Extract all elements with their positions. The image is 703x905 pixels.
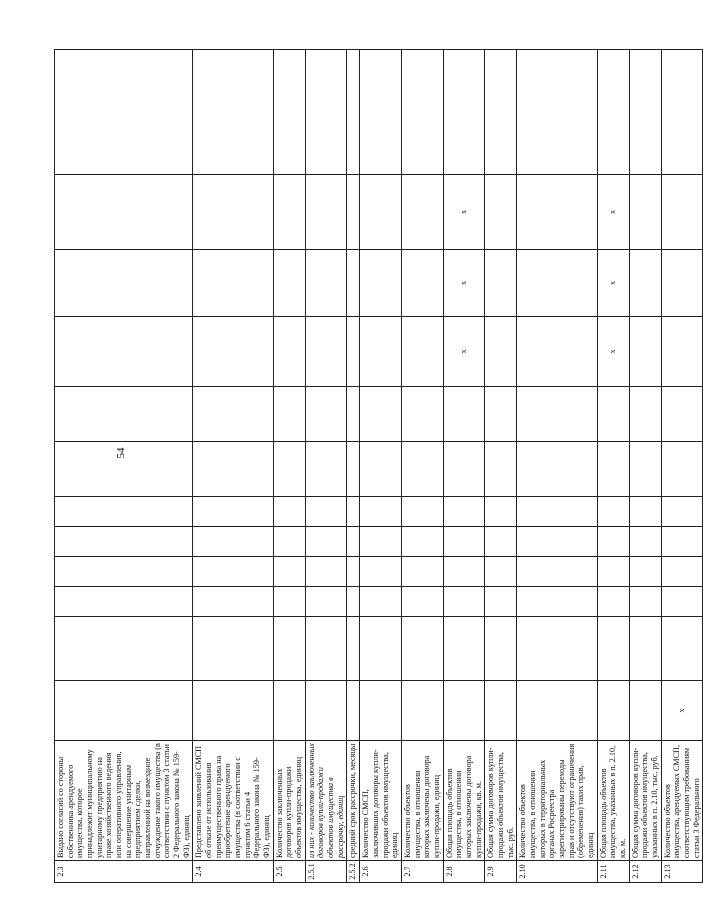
data-cell xyxy=(305,681,347,741)
data-cell xyxy=(443,617,485,681)
row-label: Общая сумма договоров купли-продажи объектов имущества, тыс. руб. xyxy=(485,741,517,861)
row-label: Общая сумма договоров купли-продажи объектов имущества, указанных в п. 2.10, тыс. руб. xyxy=(629,741,661,861)
data-cell xyxy=(360,387,402,442)
table-row xyxy=(193,50,273,883)
data-cell xyxy=(55,617,193,681)
data-cell xyxy=(443,681,485,741)
data-cell xyxy=(347,587,360,617)
data-cell xyxy=(597,681,629,741)
data-cell xyxy=(360,527,402,557)
table-row xyxy=(347,50,360,883)
row-number: 2.9 xyxy=(485,861,517,883)
table-row xyxy=(485,50,517,883)
data-cell xyxy=(443,387,485,442)
data-cell xyxy=(629,557,661,587)
data-cell xyxy=(55,557,193,587)
data-cell xyxy=(347,497,360,527)
data-cell xyxy=(401,527,443,557)
row-number: 2.5.2 xyxy=(347,861,360,883)
table-row xyxy=(55,50,193,883)
data-cell xyxy=(443,527,485,557)
data-cell xyxy=(517,587,597,617)
data-cell xyxy=(273,442,305,497)
row-number: 2.7 xyxy=(401,861,443,883)
data-cell xyxy=(629,175,661,250)
data-cell xyxy=(517,317,597,387)
data-cell xyxy=(360,50,402,175)
data-cell xyxy=(629,387,661,442)
data-cell xyxy=(193,387,273,442)
data-cell xyxy=(305,442,347,497)
data-cell xyxy=(193,442,273,497)
row-label: Общая площадь объектов имущества, указанных в п. 2.10, кв. м. xyxy=(597,741,629,861)
page-number: 54 xyxy=(115,447,127,459)
row-label: Выдано согласий со стороны собственника арендуемого имущества, которое принадлежит муниципальному унитарному предприятию на праве хозяйственного ведения или оперативного управления, на совершение унитарным предприятием сделки, направленной на возмездное отчуждение такого имущества (в соответствии с пунктом 3 статьи 2 Федерального закона № 159-ФЗ), единиц xyxy=(55,741,193,861)
data-cell xyxy=(401,681,443,741)
row-number: 2.8 xyxy=(443,861,485,883)
data-cell xyxy=(517,250,597,317)
data-cell xyxy=(661,387,703,442)
data-cell xyxy=(629,317,661,387)
data-cell xyxy=(273,50,305,175)
data-cell: x xyxy=(597,250,629,317)
table-row xyxy=(273,50,305,883)
data-cell xyxy=(661,587,703,617)
row-label: Общая площадь объектов имущества, в отношении которых заключены договора купли-продажи, кв. м. xyxy=(443,741,485,861)
data-cell xyxy=(193,587,273,617)
data-cell xyxy=(517,442,597,497)
data-cell xyxy=(443,442,485,497)
data-cell xyxy=(305,250,347,317)
data-cell xyxy=(347,527,360,557)
data-cell xyxy=(273,317,305,387)
data-cell xyxy=(401,587,443,617)
data-cell xyxy=(55,175,193,250)
data-cell xyxy=(55,497,193,527)
data-cell xyxy=(401,175,443,250)
data-cell xyxy=(485,497,517,527)
data-cell xyxy=(629,50,661,175)
data-cell xyxy=(305,497,347,527)
data-cell xyxy=(273,175,305,250)
data-cell xyxy=(360,681,402,741)
data-cell: x xyxy=(443,250,485,317)
data-cell xyxy=(305,317,347,387)
data-cell xyxy=(347,175,360,250)
data-cell xyxy=(193,497,273,527)
data-cell xyxy=(55,681,193,741)
data-cell xyxy=(517,681,597,741)
row-number: 2.10 xyxy=(517,861,597,883)
data-cell xyxy=(193,681,273,741)
data-cell xyxy=(629,617,661,681)
data-cell xyxy=(661,317,703,387)
data-cell xyxy=(360,317,402,387)
data-cell xyxy=(443,587,485,617)
row-number: 2.4 xyxy=(193,861,273,883)
data-cell xyxy=(347,442,360,497)
data-cell xyxy=(443,557,485,587)
data-cell xyxy=(485,617,517,681)
data-cell xyxy=(401,250,443,317)
table-row xyxy=(443,50,485,883)
data-cell xyxy=(360,250,402,317)
data-cell xyxy=(443,50,485,175)
data-cell xyxy=(401,387,443,442)
data-cell xyxy=(401,617,443,681)
table-body xyxy=(55,50,703,883)
data-cell xyxy=(485,387,517,442)
data-cell xyxy=(661,50,703,175)
data-cell xyxy=(517,497,597,527)
data-cell xyxy=(347,557,360,587)
table-row xyxy=(597,50,629,883)
data-cell xyxy=(485,50,517,175)
data-cell xyxy=(661,497,703,527)
data-cell xyxy=(485,587,517,617)
data-cell: x xyxy=(443,317,485,387)
data-cell xyxy=(597,387,629,442)
data-cell xyxy=(273,587,305,617)
data-cell xyxy=(517,175,597,250)
data-cell xyxy=(193,175,273,250)
row-label: Количество объектов имущества, в отношении которых заключены договора купли-продажи, единиц xyxy=(401,741,443,861)
data-cell xyxy=(305,557,347,587)
data-cell xyxy=(517,557,597,587)
data-cell xyxy=(193,317,273,387)
data-cell xyxy=(305,50,347,175)
data-cell xyxy=(273,557,305,587)
row-label: Количество объектов имущества, арендуемых СМСП, соответствующим требованиям статьи 3 Федерального xyxy=(661,741,703,861)
row-label: Представлено заявлений СМСП об отказе от использования преимущественного права на приобретение арендуемого имущества (в соответствии с пунктом 6 статьи 4 Федерального закона № 159-ФЗ), единиц xyxy=(193,741,273,861)
data-cell xyxy=(55,250,193,317)
row-number: 2.5.1 xyxy=(305,861,347,883)
data-cell xyxy=(305,587,347,617)
table-row xyxy=(661,50,703,883)
data-cell xyxy=(55,587,193,617)
data-cell xyxy=(517,387,597,442)
data-cell xyxy=(517,527,597,557)
data-cell xyxy=(273,497,305,527)
row-number: 2.6 xyxy=(360,861,402,883)
rotated-table-wrapper xyxy=(54,50,701,883)
data-cell xyxy=(55,50,193,175)
data-cell xyxy=(661,557,703,587)
table-row xyxy=(517,50,597,883)
row-label: Количество заключенных договоров купли-продажи объектов имущества, единиц xyxy=(273,741,305,861)
table-row xyxy=(360,50,402,883)
data-cell xyxy=(517,617,597,681)
data-cell xyxy=(597,497,629,527)
data-cell xyxy=(347,250,360,317)
data-cell xyxy=(273,250,305,317)
data-cell xyxy=(517,50,597,175)
data-cell xyxy=(193,527,273,557)
data-cell xyxy=(661,617,703,681)
data-cell xyxy=(305,527,347,557)
data-cell xyxy=(443,497,485,527)
data-cell xyxy=(360,175,402,250)
data-cell xyxy=(629,442,661,497)
data-cell xyxy=(597,587,629,617)
row-number: 2.11 xyxy=(597,861,629,883)
data-cell xyxy=(193,250,273,317)
data-cell xyxy=(305,617,347,681)
data-cell xyxy=(360,587,402,617)
data-cell xyxy=(193,617,273,681)
data-cell xyxy=(629,497,661,527)
data-cell xyxy=(401,497,443,527)
data-cell: x xyxy=(597,317,629,387)
data-cell xyxy=(485,527,517,557)
data-cell xyxy=(597,442,629,497)
data-cell xyxy=(305,175,347,250)
data-cell xyxy=(273,617,305,681)
table-row xyxy=(305,50,347,883)
data-cell xyxy=(347,617,360,681)
data-cell xyxy=(360,617,402,681)
data-cell xyxy=(485,557,517,587)
data-cell xyxy=(597,557,629,587)
data-cell xyxy=(629,681,661,741)
data-cell xyxy=(347,387,360,442)
data-cell xyxy=(193,557,273,587)
data-cell xyxy=(273,681,305,741)
table-row xyxy=(401,50,443,883)
data-cell: x xyxy=(597,175,629,250)
data-cell xyxy=(485,681,517,741)
data-cell xyxy=(485,175,517,250)
data-cell xyxy=(485,442,517,497)
data-cell xyxy=(661,250,703,317)
table-row xyxy=(629,50,661,883)
data-cell xyxy=(305,387,347,442)
row-number: 2.3 xyxy=(55,861,193,883)
row-number: 2.12 xyxy=(629,861,661,883)
data-cell xyxy=(661,527,703,557)
row-label: средний срок рассрочки, месяцы xyxy=(347,741,360,861)
data-cell xyxy=(597,527,629,557)
data-cell xyxy=(485,317,517,387)
data-cell: x xyxy=(443,175,485,250)
data-cell: x xyxy=(661,681,703,741)
data-cell xyxy=(661,175,703,250)
data-cell xyxy=(401,442,443,497)
row-label: из них - количество заключенных договоров купли-продажи объектов имущества в рассрочку, единиц xyxy=(305,741,347,861)
report-table xyxy=(54,49,703,883)
data-cell xyxy=(347,50,360,175)
row-number: 2.13 xyxy=(661,861,703,883)
data-cell xyxy=(273,527,305,557)
data-cell xyxy=(485,250,517,317)
data-cell xyxy=(597,50,629,175)
data-cell xyxy=(360,442,402,497)
row-number: 2.5 xyxy=(273,861,305,883)
data-cell xyxy=(55,317,193,387)
data-cell xyxy=(347,317,360,387)
data-cell xyxy=(273,387,305,442)
data-cell xyxy=(629,250,661,317)
data-cell xyxy=(629,527,661,557)
data-cell xyxy=(661,442,703,497)
data-cell xyxy=(360,497,402,527)
data-cell xyxy=(55,442,193,497)
row-label: Количество СМСП, заключивших договоры купли-продажи объектов имущества, единиц xyxy=(360,741,402,861)
data-cell xyxy=(401,317,443,387)
data-cell xyxy=(597,617,629,681)
data-cell xyxy=(401,557,443,587)
row-label: Количество объектов имущества, в отношении которых в территориальных органах Росреестра зарегистрированы переходы прав и отсутствуют ограничения (обременения) таких прав, единиц xyxy=(517,741,597,861)
data-cell xyxy=(347,681,360,741)
data-cell xyxy=(55,527,193,557)
data-cell xyxy=(193,50,273,175)
data-cell xyxy=(360,557,402,587)
data-cell xyxy=(401,50,443,175)
data-cell xyxy=(55,387,193,442)
data-cell xyxy=(629,587,661,617)
